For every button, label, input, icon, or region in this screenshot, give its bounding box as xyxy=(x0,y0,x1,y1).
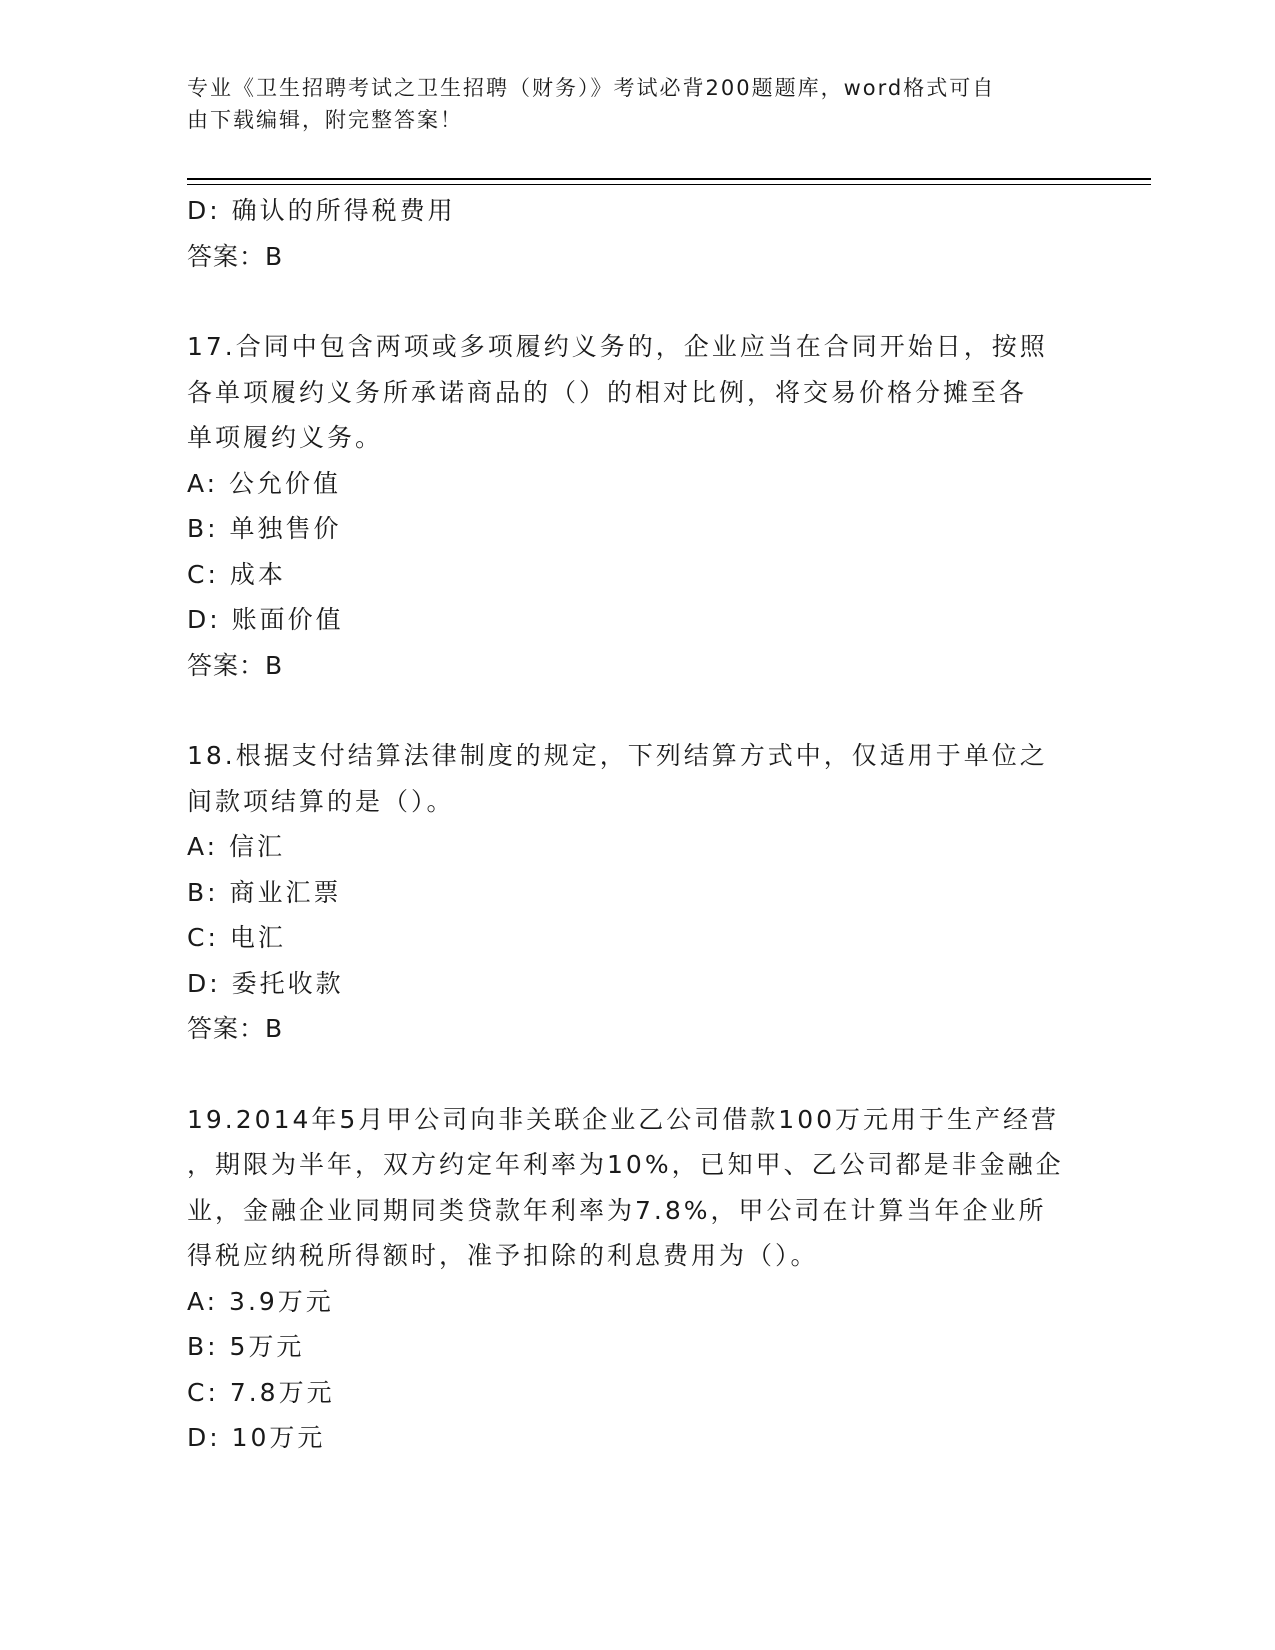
question-stem-line: 单项履约义务。 xyxy=(187,423,384,452)
question-stem-line: ，期限为半年，双方约定年利率为10%，已知甲、乙公司都是非金融企 xyxy=(187,1150,1064,1179)
question-18 xyxy=(187,733,1087,1052)
option-c: C: 电汇 xyxy=(187,923,286,952)
question-16-tail xyxy=(187,188,1087,279)
option-a: A: 信汇 xyxy=(187,832,286,861)
header-divider-thin xyxy=(187,184,1151,185)
question-stem-line: 各单项履约义务所承诺商品的（）的相对比例，将交易价格分摊至各 xyxy=(187,377,1028,407)
option-a: A: 3.9万元 xyxy=(187,1286,334,1316)
option-b: B: 单独售价 xyxy=(187,514,342,543)
option-d: D: 委托收款 xyxy=(187,968,344,998)
option-c: C: 成本 xyxy=(187,559,286,589)
header-line-2: 由下载编辑，附完整答案！ xyxy=(187,108,463,132)
answer-label: 答案：B xyxy=(187,241,284,271)
question-stem-line: 17.合同中包含两项或多项履约义务的，企业应当在合同开始日，按照 xyxy=(187,332,1048,361)
question-19 xyxy=(187,1097,1087,1461)
option-b: B: 商业汇票 xyxy=(187,877,342,907)
option-b: B: 5万元 xyxy=(187,1332,305,1361)
question-list xyxy=(187,188,1087,1461)
question-17 xyxy=(187,324,1087,688)
header-line-1: 专业《卫生招聘考试之卫生招聘（财务）》考试必背200题题库，word格式可自 xyxy=(187,76,996,100)
header-divider-thick xyxy=(187,178,1151,180)
answer-label: 答案：B xyxy=(187,1014,284,1043)
option-a: A: 公允价值 xyxy=(187,468,342,498)
option-d: D: 账面价值 xyxy=(187,605,344,634)
question-stem-line: 18.根据支付结算法律制度的规定，下列结算方式中，仅适用于单位之 xyxy=(187,741,1048,770)
question-stem-line: 业，金融企业同期同类贷款年利率为7.8%，甲公司在计算当年企业所 xyxy=(187,1195,1047,1225)
option-c: C: 7.8万元 xyxy=(187,1377,335,1407)
document-header xyxy=(187,72,1067,136)
question-stem-line: 19.2014年5月甲公司向非关联企业乙公司借款100万元用于生产经营 xyxy=(187,1104,1060,1134)
option-d: D: 确认的所得税费用 xyxy=(187,196,456,225)
question-stem-line: 间款项结算的是（）。 xyxy=(187,786,455,816)
answer-label: 答案：B xyxy=(187,650,284,680)
question-stem-line: 得税应纳税所得额时，准予扣除的利息费用为（）。 xyxy=(187,1241,819,1270)
option-d: D: 10万元 xyxy=(187,1423,326,1452)
